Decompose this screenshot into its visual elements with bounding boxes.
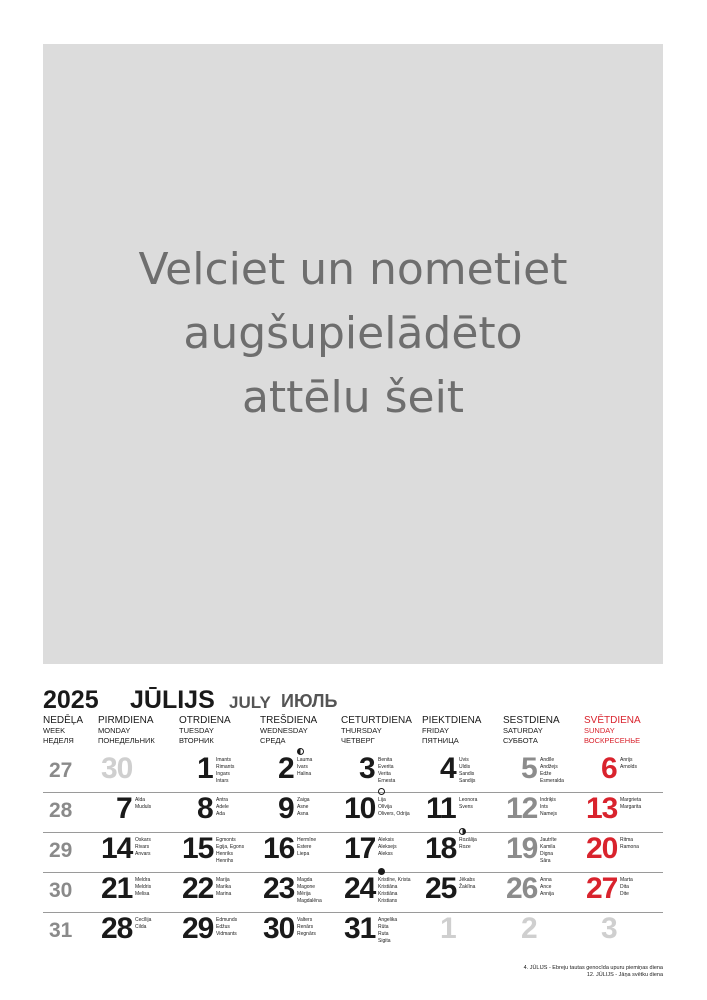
year-label: 2025 [43,686,99,714]
name-days: Uvis Uldis Sandis Sandijs [459,757,476,784]
day-number[interactable]: 15 [182,832,214,865]
name-days: Jautrīte Kamila Digna Sāra [540,837,557,864]
name-days: Anna Ance Annija [540,877,554,897]
weekday-label-ru: ЧЕТВЕРГ [341,736,375,745]
name-days: Margrieta Margarita [620,797,642,810]
day-number[interactable]: 22 [182,872,214,905]
day-number[interactable]: 23 [263,872,295,905]
weekday-label-en: WEDNESDAY [260,726,308,735]
moon-phase-icon [378,868,385,875]
weekday-label-en: SATURDAY [503,726,543,735]
day-number[interactable]: 1 [440,912,456,945]
day-number[interactable]: 18 [425,832,457,865]
weekday-label-en: WEEK [43,726,66,735]
name-days: Alda Muduls [135,797,152,810]
weekday-label-en: FRIDAY [422,726,449,735]
dropzone-hint: Velciet un nometiet augšupielādēto attēlu šeit [138,244,568,423]
name-days: Andīle Andžejs Edže Esmeralda [540,757,564,784]
day-number[interactable]: 28 [101,912,133,945]
weekday-label-lv: PIEKTDIENA [422,715,482,726]
photo-dropzone[interactable] [43,44,663,664]
name-days: Angelika Rūta Ruta Sigita [378,917,398,944]
weekday-label-en: SUNDAY [584,726,615,735]
day-number[interactable]: 16 [263,832,295,865]
day-number[interactable]: 9 [278,792,294,825]
weekday-label-en: MONDAY [98,726,131,735]
name-days: Imants Rimants Ingars Intars [216,757,235,784]
name-days: Meldra Meldris Melisa [135,877,152,897]
day-number[interactable]: 20 [586,832,618,865]
day-number[interactable]: 12 [506,792,538,825]
day-number[interactable]: 25 [425,872,457,905]
name-days: Lija Olīvija Olivers, Odrija [378,797,410,817]
weekday-label-lv: SESTDIENA [503,715,560,726]
weekday-label-lv: SVĒTDIENA [584,715,641,726]
day-number[interactable]: 11 [426,792,456,825]
month-name-en: JULY [229,693,271,712]
day-number[interactable]: 14 [101,832,133,865]
day-number[interactable]: 2 [278,752,294,785]
weekday-label-lv: NEDĒĻA [43,715,84,726]
day-number[interactable]: 31 [344,912,376,945]
weekday-header [260,715,317,746]
name-days: Hermīne Estere Liepa [297,837,317,857]
weekday-header [43,715,83,746]
weekday-label-ru: СРЕДА [260,736,286,745]
day-number[interactable]: 1 [197,752,213,785]
weekday-label-ru: ПОНЕДЕЛЬНИК [98,736,155,745]
weekday-header [422,715,481,746]
name-days: Leonora Svens [459,797,478,810]
day-number[interactable]: 13 [586,792,618,825]
day-number[interactable]: 19 [506,832,538,865]
day-number[interactable]: 21 [101,872,133,905]
name-days: Magda Magone Mērija Magdalēna [297,877,322,904]
weekday-label-ru: ВТОРНИК [179,736,214,745]
name-days: Valters Renārs Regnārs [297,917,316,937]
weekday-label-lv: PIRMDIENA [98,715,154,726]
week-number: 30 [49,879,73,902]
name-days: Benita Everita Verita Ernesta [378,757,396,784]
name-days: Rozālija Roze [459,837,477,850]
name-days: Lauma Ivars Halina [297,757,313,777]
weekday-label-en: TUESDAY [179,726,214,735]
week-number: 31 [49,919,73,942]
day-number[interactable]: 6 [601,752,617,785]
day-number[interactable]: 7 [116,792,132,825]
holiday-footnotes [524,965,663,979]
name-days: Aleksis Aleksejs Alekss [378,837,397,857]
week-number: 27 [49,759,73,782]
week-number: 28 [49,799,73,822]
day-number[interactable]: 24 [344,872,376,905]
day-number[interactable]: 2 [521,912,537,945]
day-number[interactable]: 30 [263,912,295,945]
moon-phase-icon [378,788,385,795]
name-days: Egmonts Egija, Egons Henriks Henrihs [216,837,245,864]
day-number[interactable]: 29 [182,912,214,945]
day-number[interactable]: 27 [586,872,618,905]
weekday-label-lv: TREŠDIENA [260,715,318,726]
weekday-label-lv: OTRDIENA [179,715,231,726]
weekday-label-en: THURSDAY [341,726,382,735]
day-number[interactable]: 8 [197,792,213,825]
footnote: 12. JŪLIJS - Jāņa svētku diena [586,972,663,978]
name-days: Anrijs Arnolds [620,757,637,770]
day-number[interactable]: 3 [359,752,375,785]
week-number: 29 [49,839,73,862]
day-number[interactable]: 10 [344,792,376,825]
name-days: Ritma Ramona [620,837,639,850]
weekday-header [341,715,412,746]
name-days: Marija Marika Marina [216,877,232,897]
weekday-label-ru: ПЯТНИЦА [422,736,459,745]
day-number[interactable]: 3 [601,912,617,945]
name-days: Jēkabs Žaklīna [459,877,476,890]
moon-phase-icon [459,828,466,835]
day-number[interactable]: 5 [521,752,537,785]
name-days: Oskars Rivars Anvars [135,837,151,857]
name-days: Antra Adele Ada [216,797,229,817]
day-number[interactable]: 17 [344,832,376,865]
day-number[interactable]: 26 [506,872,538,905]
footnote: 4. JŪLIJS - Ebreju tautas genocīda upuru piemiņas diena [523,965,663,971]
weekday-label-ru: ВОСКРЕСЕНЬЕ [584,736,641,745]
name-days: Marta Dita Dite [620,877,633,897]
moon-phase-icon [297,748,304,755]
weekday-label-ru: СУББОТА [503,736,538,745]
day-number[interactable]: 30 [101,752,133,785]
name-days: Cecīlija Cilda [135,917,152,930]
name-days: Indriķis Ints Namejs [540,797,557,817]
day-number[interactable]: 4 [440,752,456,785]
month-name-lv: JŪLIJS [130,686,215,714]
weekday-header [179,715,231,746]
weekday-label-lv: CETURTDIENA [341,715,412,726]
name-days: Edmunds Edžus Vidmants [216,917,238,937]
weekday-header [98,715,155,746]
name-days: Kristīne, Krista Kristiāna Kristiāna Kristians [378,877,411,904]
weekday-header [584,715,641,746]
weekday-header [503,715,560,746]
weekday-label-ru: НЕДЕЛЯ [43,736,74,745]
name-days: Zaiga Asne Asna [297,797,310,817]
month-name-ru: ИЮЛЬ [281,691,338,711]
